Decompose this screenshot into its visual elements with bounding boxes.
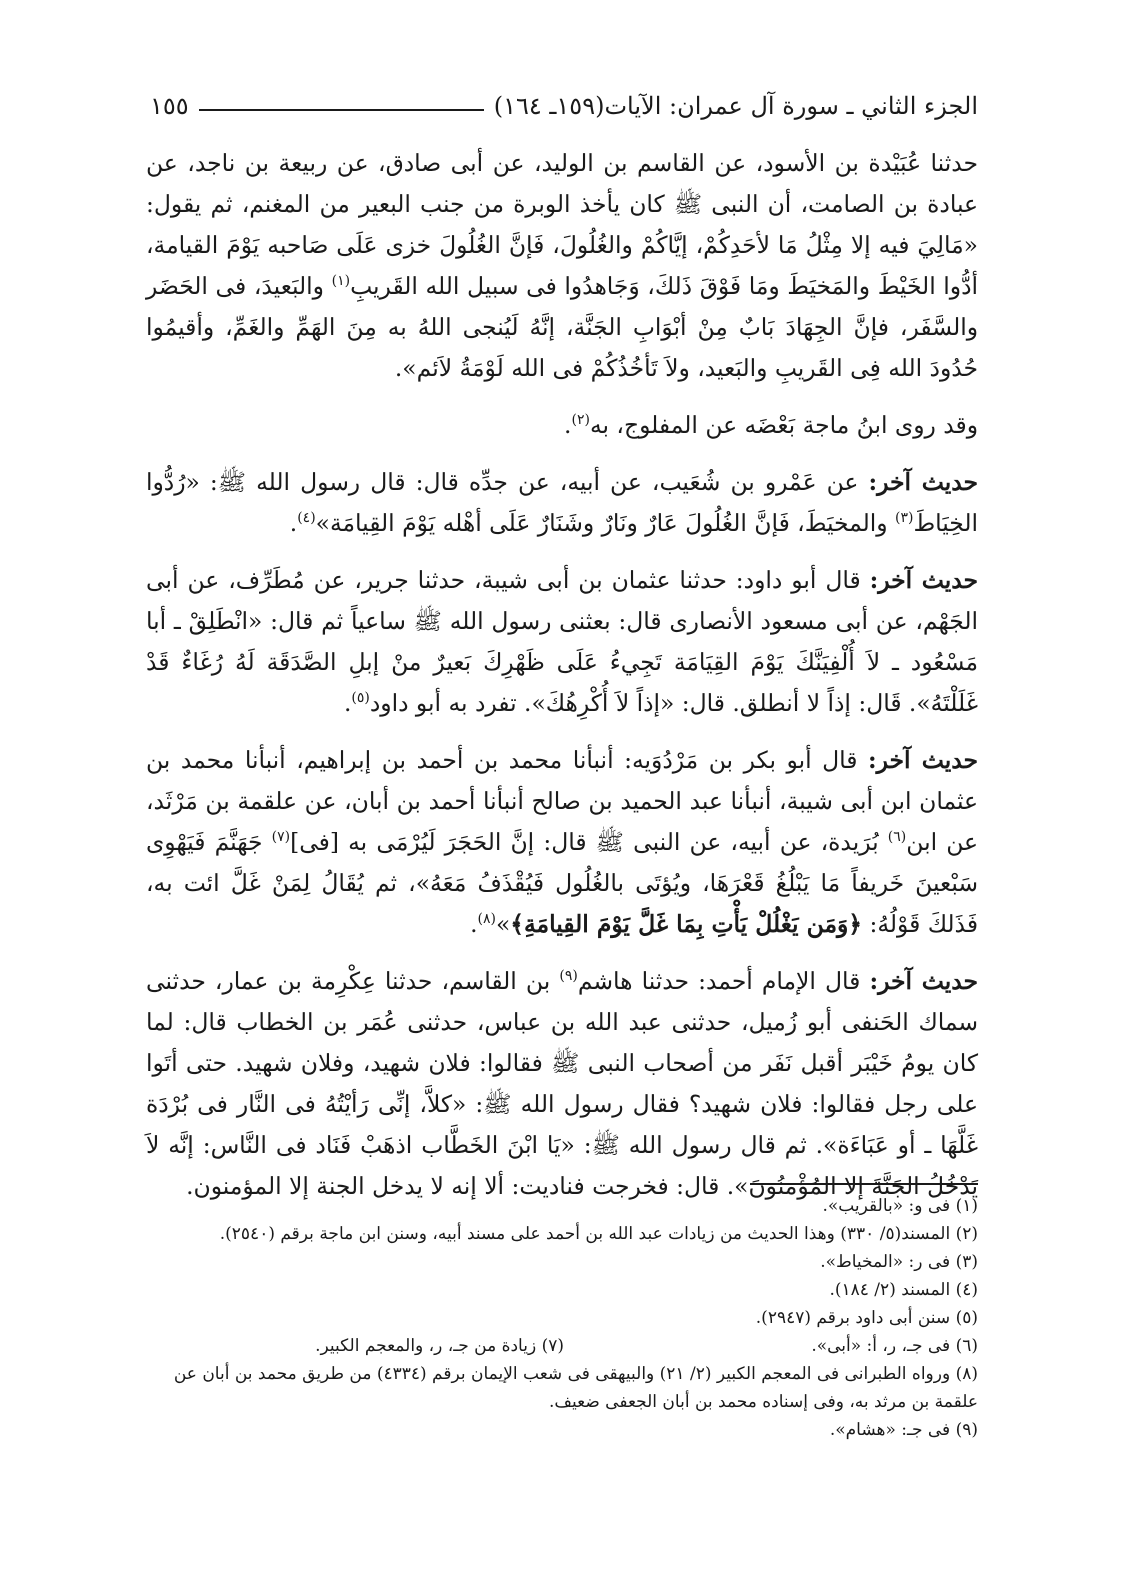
footnote: (٩) فى جـ: «هشام».: [829, 1420, 978, 1440]
running-header: [150, 86, 978, 126]
paragraph-text: .: [470, 910, 478, 938]
footnote: (٤) المسند (٢/ ١٨٤).: [829, 1280, 978, 1300]
footnote-ref: (١): [331, 273, 351, 290]
paragraph: [146, 560, 978, 724]
paragraph-text: .: [289, 509, 298, 537]
paragraph-text: .: [564, 411, 572, 439]
footnote: (٥) سنن أبى داود برقم (٢٩٤٧).: [755, 1308, 978, 1328]
footnote-ref: (٢): [571, 412, 590, 429]
page-number: ١٥٥: [150, 92, 189, 120]
paragraph-text: حدثنا عُبَيْدة بن الأسود، عن القاسم بن الوليد، عن أبى صادق، عن ربيعة بن ناجد، عن عبادة بن الصامت، أن النبى ﷺ كان يأخذ الوبرة من جنب البعير من المغنم، ثم يقول: «مَالِيَ فيه إلا مِثْلُ مَا لأحَدِكُمْ، إيَّاكُمْ والغُلُولَ، فَإنَّ الغُلُولَ خزى عَلَى صَاحبه يَوْمَ القيامة، أدُّوا الخَيْطَ والمَخيَطَ ومَا فَوْقَ ذَلكَ، وَجَاهدُوا فى سبيل الله القَريبِ: [146, 149, 979, 300]
footnote-row: [150, 1332, 978, 1360]
paragraph: [146, 143, 978, 389]
paragraph-text: عن عَمْرو بن شُعَيب، عن أبيه، عن جدِّه قال: قال رسول الله ﷺ: «رُدُّوا الخِيَاطَ: [146, 468, 978, 537]
paragraph-text: بُرَيدة، عن أبيه، عن النبى ﷺ قال: إنَّ الحَجَرَ لَيُرْمَى به [فى]: [290, 828, 888, 856]
paragraph: [146, 405, 978, 446]
paragraph: [146, 961, 978, 1207]
footnote: (٦) فى جـ، ر، أ: «أبى».: [811, 1336, 978, 1356]
footnote: (٣) فى ر: «المخياط».: [820, 1252, 978, 1272]
paragraph-text: »: [495, 910, 511, 938]
paragraph-text: جَهَنَّمَ فَيَهْوِى سَبْعينَ خَريفاً مَا يَبْلُغُ قَعْرَهَا، ويُؤتَى بالغُلُول فَيُقْذَفُ مَعَهُ»، ثم يُقَالُ لِمَنْ غَلَّ ائت به، فَذَلكَ قَوْلُهُ:: [146, 828, 978, 938]
paragraph-text: قال أبو بكر بن مَرْدُوَيه: أنبأنا محمد بن أحمد بن إبراهيم، أنبأنا محمد بن عثمان ابن أبى شيبة، أنبأنا عبد الحميد بن صالح أنبأنا أحمد بن أبان، عن علقمة بن مَرْثَد، عن ابن: [146, 746, 978, 856]
footnote-ref: (٤): [297, 510, 316, 527]
paragraph-text: قال الإمام أحمد: حدثنا هاشم: [577, 967, 870, 995]
footnote-ref: (٦): [887, 829, 907, 846]
footnotes: [150, 1192, 978, 1444]
footnote: (٧) زيادة من جـ، ر، والمعجم الكبير.: [315, 1336, 564, 1356]
paragraph: [146, 740, 978, 945]
footnote-ref: (٧): [271, 829, 291, 846]
footnote-ref: (٨): [477, 911, 496, 928]
header-rule: [199, 109, 484, 111]
footnote: (٢) المسند(٥/ ٣٣٠) وهذا الحديث من زيادات عبد الله بن أحمد على مسند أبيه، وسنن ابن ماجة برقم (٢٥٤٠).: [219, 1224, 978, 1244]
footnote-ref: (٩): [559, 968, 578, 985]
header-title: الجزء الثاني ـ سورة آل عمران: الآيات(١٥٩ـ ١٦٤): [493, 92, 978, 120]
paragraph-text: وقد روى ابنُ ماجة بَعْضَه عن المفلوج، به: [589, 411, 978, 439]
paragraph-lead: حديث آخر:: [869, 566, 979, 594]
paragraph-lead: حديث آخر:: [868, 468, 978, 496]
paragraph-text: .: [343, 689, 352, 717]
paragraph-lead: حديث آخر:: [868, 746, 978, 774]
paragraph: [146, 462, 978, 544]
quran-verse: ﴿وَمَن يَغْلُلْ يَأْتِ بِمَا غَلَّ يَوْمَ القِيامَةِ﴾: [510, 910, 863, 938]
footnote-ref: (٥): [351, 690, 370, 707]
footnote: (١) فى و: «بالقريب».: [822, 1196, 978, 1216]
footnote-separator: [750, 1183, 978, 1185]
main-text: [146, 143, 978, 1223]
paragraph-text: والمخيَطَ، فَإنَّ الغُلُولَ عَارٌ ونَارٌ وشَنَارٌ عَلَى أهْله يَوْمَ القِيامَة»: [315, 509, 895, 537]
paragraph-lead: حديث آخر:: [869, 967, 979, 995]
footnote-ref: (٣): [894, 510, 914, 527]
paragraph-text: قال أبو داود: حدثنا عثمان بن أبى شيبة، حدثنا جرير، عن مُطَرِّف، عن أبى الجَهْم، عن أبى مسعود الأنصارى قال: بعثنى رسول الله ﷺ ساعياً ثم قال: «انْطَلِقْ ـ أبا مَسْعُود ـ لاَ أُلْفِيَنَّكَ يَوْمَ القِيَامَة تَجِيءُ عَلَى ظَهْرِكَ بَعيرٌ منْ إبلِ الصَّدَقَة لَهُ رُغَاءٌ قَدْ غَلَلْتَهُ». قَال: إذاً لا أنطلق. قال: «إذاً لاَ أُكْرِهُكَ». تفرد به أبو داود: [146, 566, 978, 717]
paragraph-text: والبَعيدَ، فى الحَضَر والسَّفَر، فإنَّ الجِهَادَ بَابٌ مِنْ أبْوَابِ الجَنَّة، إنَّهُ لَيُنجى اللهُ به مِنَ الهَمِّ والغَمِّ، وأقيمُوا حُدُودَ الله فِى القَريبِ والبَعيد، ولاَ تَأخُذُكُمْ فى الله لَوْمَةُ لاَئم».: [146, 272, 978, 382]
footnote: (٨) ورواه الطبرانى فى المعجم الكبير (٢/ ٢١) والبيهقى فى شعب الإيمان برقم (٤٣٣٤) من طريق محمد بن أبان عن علقمة بن مرثد به، وفى إسناده محمد بن أبان الجعفى ضعيف.: [173, 1364, 978, 1412]
paragraph-text: بن القاسم، حدثنا عِكْرِمة بن عمار، حدثنى سماك الحَنفى أبو زُميل، حدثنى عبد الله بن عباس، حدثنى عُمَر بن الخطاب قال: لما كان يومُ خَيْبَر أقبل نَفَر من أصحاب النبى ﷺ فقالوا: فلان شهيد، وفلان شهيد. حتى أتَوا على رجل فقالوا: فلان شهيد؟ فقال رسول الله ﷺ: «كلاَّ، إنِّى رَأيْتُهُ فى النَّار فى بُرْدَة غَلَّهَا ـ أو عَبَاءَة». ثم قال رسول الله ﷺ: «يَا ابْنَ الخَطَّاب اذهَبْ فَنَاد فى النَّاس: إنَّه لاَ يَدْخُلُ الجَنَّةَ إلا المُؤْمنُونَ». قال: فخرجت فناديت: ألا إنه لا يدخل الجنة إلا المؤمنون.: [146, 967, 978, 1200]
